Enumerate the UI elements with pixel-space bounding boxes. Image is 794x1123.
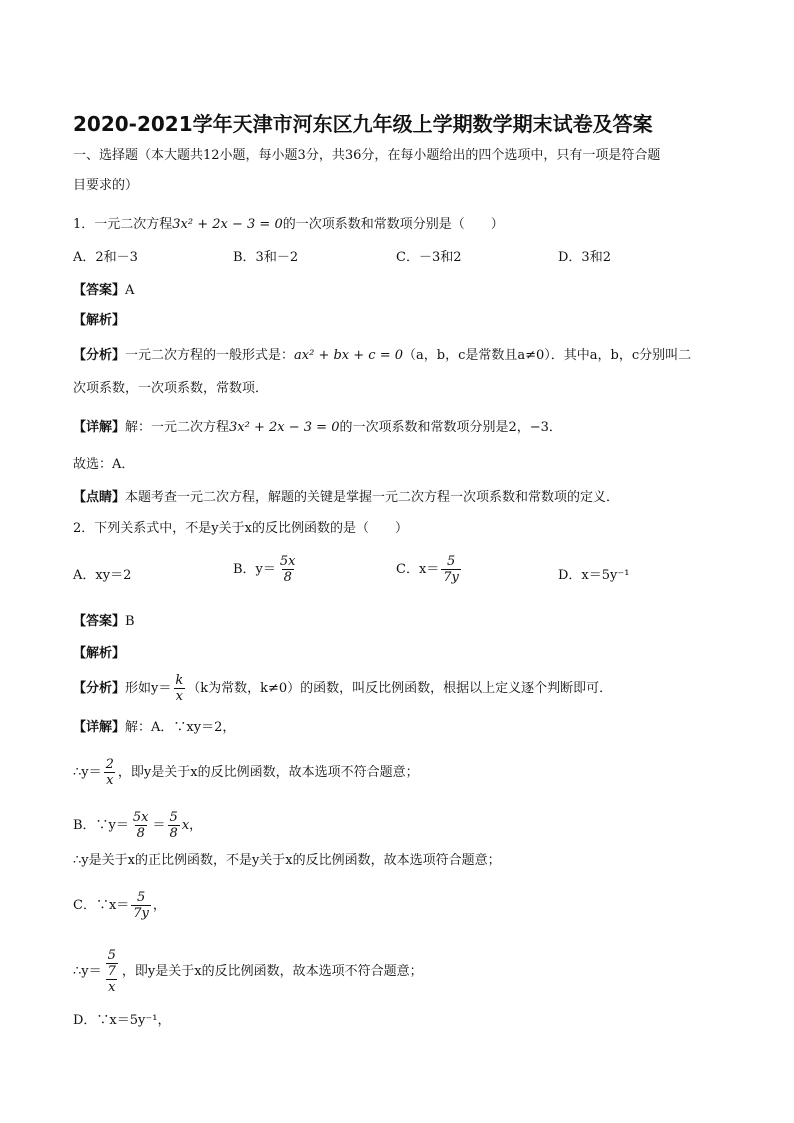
q2-c-post: ，: [152, 898, 166, 913]
comment-label: 【点睛】: [73, 490, 126, 505]
numerator: 5x: [132, 810, 149, 825]
inner-numerator: 5: [107, 948, 116, 963]
q1-detail-pre: 解：一元二次方程: [125, 420, 230, 435]
q2-option-c-fraction: [441, 554, 461, 585]
q1-fenxi: [73, 347, 691, 365]
q2-option-b-fraction: [278, 554, 298, 585]
q1-stem-pre: 1．一元二次方程: [73, 217, 173, 232]
q2-b-equals: ＝: [152, 818, 166, 833]
inner-fraction: [106, 948, 118, 979]
denominator: 8: [169, 826, 178, 841]
inner-denominator: 7: [107, 964, 116, 979]
q2-option-d: D．x＝5y⁻¹: [558, 568, 630, 583]
numerator: 5x: [279, 554, 296, 569]
q1-detail-equation: 3x² + 2x − 3 = 0: [229, 420, 340, 435]
q2-b-pre: B．∵y＝: [73, 818, 129, 833]
q2-detail-b-conclusion: ∴y是关于x的正比例函数，不是y关于x的反比例函数，故本选项符合题意；: [73, 853, 501, 868]
q2-detail-d: D．∵x＝5y⁻¹，: [73, 1013, 171, 1028]
q2-stem: 2．下列关系式中，不是y关于x的反比例函数的是（ ）: [73, 521, 408, 536]
denominator: 7y: [443, 570, 459, 585]
denominator: 8: [283, 570, 292, 585]
q2-detail-c: [73, 890, 166, 921]
q1-analysis-label: [73, 312, 125, 330]
numerator: 5: [169, 810, 178, 825]
q1-option-b: B．3和－2: [233, 250, 299, 265]
q2-c-fraction: [131, 890, 151, 921]
q2-c2-pre: ∴y＝: [73, 964, 102, 979]
denominator: x: [175, 689, 183, 704]
section-heading-line2: 目要求的）: [73, 178, 139, 193]
q2-option-c-pre: C．x＝: [396, 562, 440, 577]
detail-label: 【详解】: [73, 720, 126, 735]
q2-detail-c-conclusion: [73, 948, 423, 995]
q2-answer-value: B: [125, 614, 135, 629]
q2-option-c: [396, 554, 463, 585]
q2-option-b: [233, 554, 300, 585]
numerator: 2: [105, 757, 114, 772]
denominator: 8: [136, 826, 145, 841]
numerator: 5: [446, 554, 456, 569]
analysis-label: 【解析】: [73, 646, 126, 661]
q2-detail-a: [73, 719, 235, 737]
q1-comment: [73, 489, 619, 507]
q1-answer: [73, 282, 134, 300]
fenxi-label: 【分析】: [73, 348, 126, 363]
q2-option-b-pre: B．y＝: [233, 562, 276, 577]
denominator: x: [108, 980, 116, 995]
q2-a-fraction: [104, 757, 116, 788]
answer-label: 【答案】: [73, 283, 126, 298]
denominator: x: [106, 773, 114, 788]
q2-b-fraction-2: [168, 810, 180, 841]
q2-fenxi-pre: 形如y＝: [125, 681, 172, 696]
q1-option-a: A．2和－3: [73, 250, 138, 265]
q1-fenxi-pre: 一元二次方程的一般形式是：: [125, 348, 295, 363]
q1-stem-post: 的一次项系数和常数项分别是（ ）: [282, 217, 504, 232]
q1-stem: [73, 216, 504, 234]
q1-answer-value: A: [125, 283, 135, 298]
q2-a-pre: ∴y＝: [73, 765, 102, 780]
denominator: 7y: [133, 906, 149, 921]
fenxi-label: 【分析】: [73, 681, 126, 696]
q1-option-d: D．3和2: [558, 250, 611, 265]
q1-fenxi-post: （a，b，c是常数且a≠0）．其中a，b，c分别叫二: [403, 348, 692, 363]
section-heading-line1: 一、选择题（本大题共12小题，每小题3分，共36分，在每小题给出的四个选项中，只有一项是符合题: [73, 148, 661, 163]
q1-equation: 3x² + 2x − 3 = 0: [172, 217, 283, 232]
analysis-label: 【解析】: [73, 313, 126, 328]
q1-detail-post: 的一次项系数和常数项分别是2，−3．: [339, 420, 562, 435]
q2-a-post: ，即y是关于x的反比例函数，故本选项不符合题意；: [117, 765, 419, 780]
answer-label: 【答案】: [73, 614, 126, 629]
q2-c2-post: ，即y是关于x的反比例函数，故本选项不符合题意；: [121, 964, 423, 979]
numerator: 5: [136, 890, 146, 905]
q2-option-a: A．xy＝2: [73, 568, 132, 583]
q1-detail: [73, 419, 562, 437]
q2-fenxi-post: （k为常数，k≠0）的函数，叫反比例函数，根据以上定义逐个判断即可．: [187, 681, 613, 696]
q1-fenxi-line2: 次项系数，一次项系数，常数项．: [73, 381, 269, 396]
document-title: 2020-2021学年天津市河东区九年级上学期数学期末试卷及答案: [73, 112, 653, 136]
q2-analysis-label: [73, 645, 125, 663]
q2-fenxi: [73, 673, 612, 704]
numerator: k: [175, 673, 184, 688]
q1-option-c: C．－3和2: [396, 250, 462, 265]
q2-detail-b: [73, 810, 202, 841]
q2-answer: [73, 613, 135, 631]
detail-label: 【详解】: [73, 420, 126, 435]
numerator: [104, 948, 120, 979]
q2-detail-a-text: 解：A．∵xy＝2，: [125, 720, 236, 735]
q1-comment-text: 本题考查一元二次方程，解题的关键是掌握一元二次方程一次项系数和常数项的定义．: [125, 490, 620, 505]
q2-b-fraction-1: [131, 810, 151, 841]
q1-choose: 故选：A．: [73, 457, 135, 472]
q2-detail-a-conclusion: [73, 757, 419, 788]
q2-fenxi-fraction: [173, 673, 185, 704]
q1-fenxi-equation: ax² + bx + c = 0: [294, 348, 404, 363]
q2-c2-complex-fraction: [104, 948, 120, 995]
q2-c-pre: C．∵x＝: [73, 898, 130, 913]
q2-b-x: x: [181, 818, 190, 833]
q2-b-post: ，: [189, 818, 203, 833]
